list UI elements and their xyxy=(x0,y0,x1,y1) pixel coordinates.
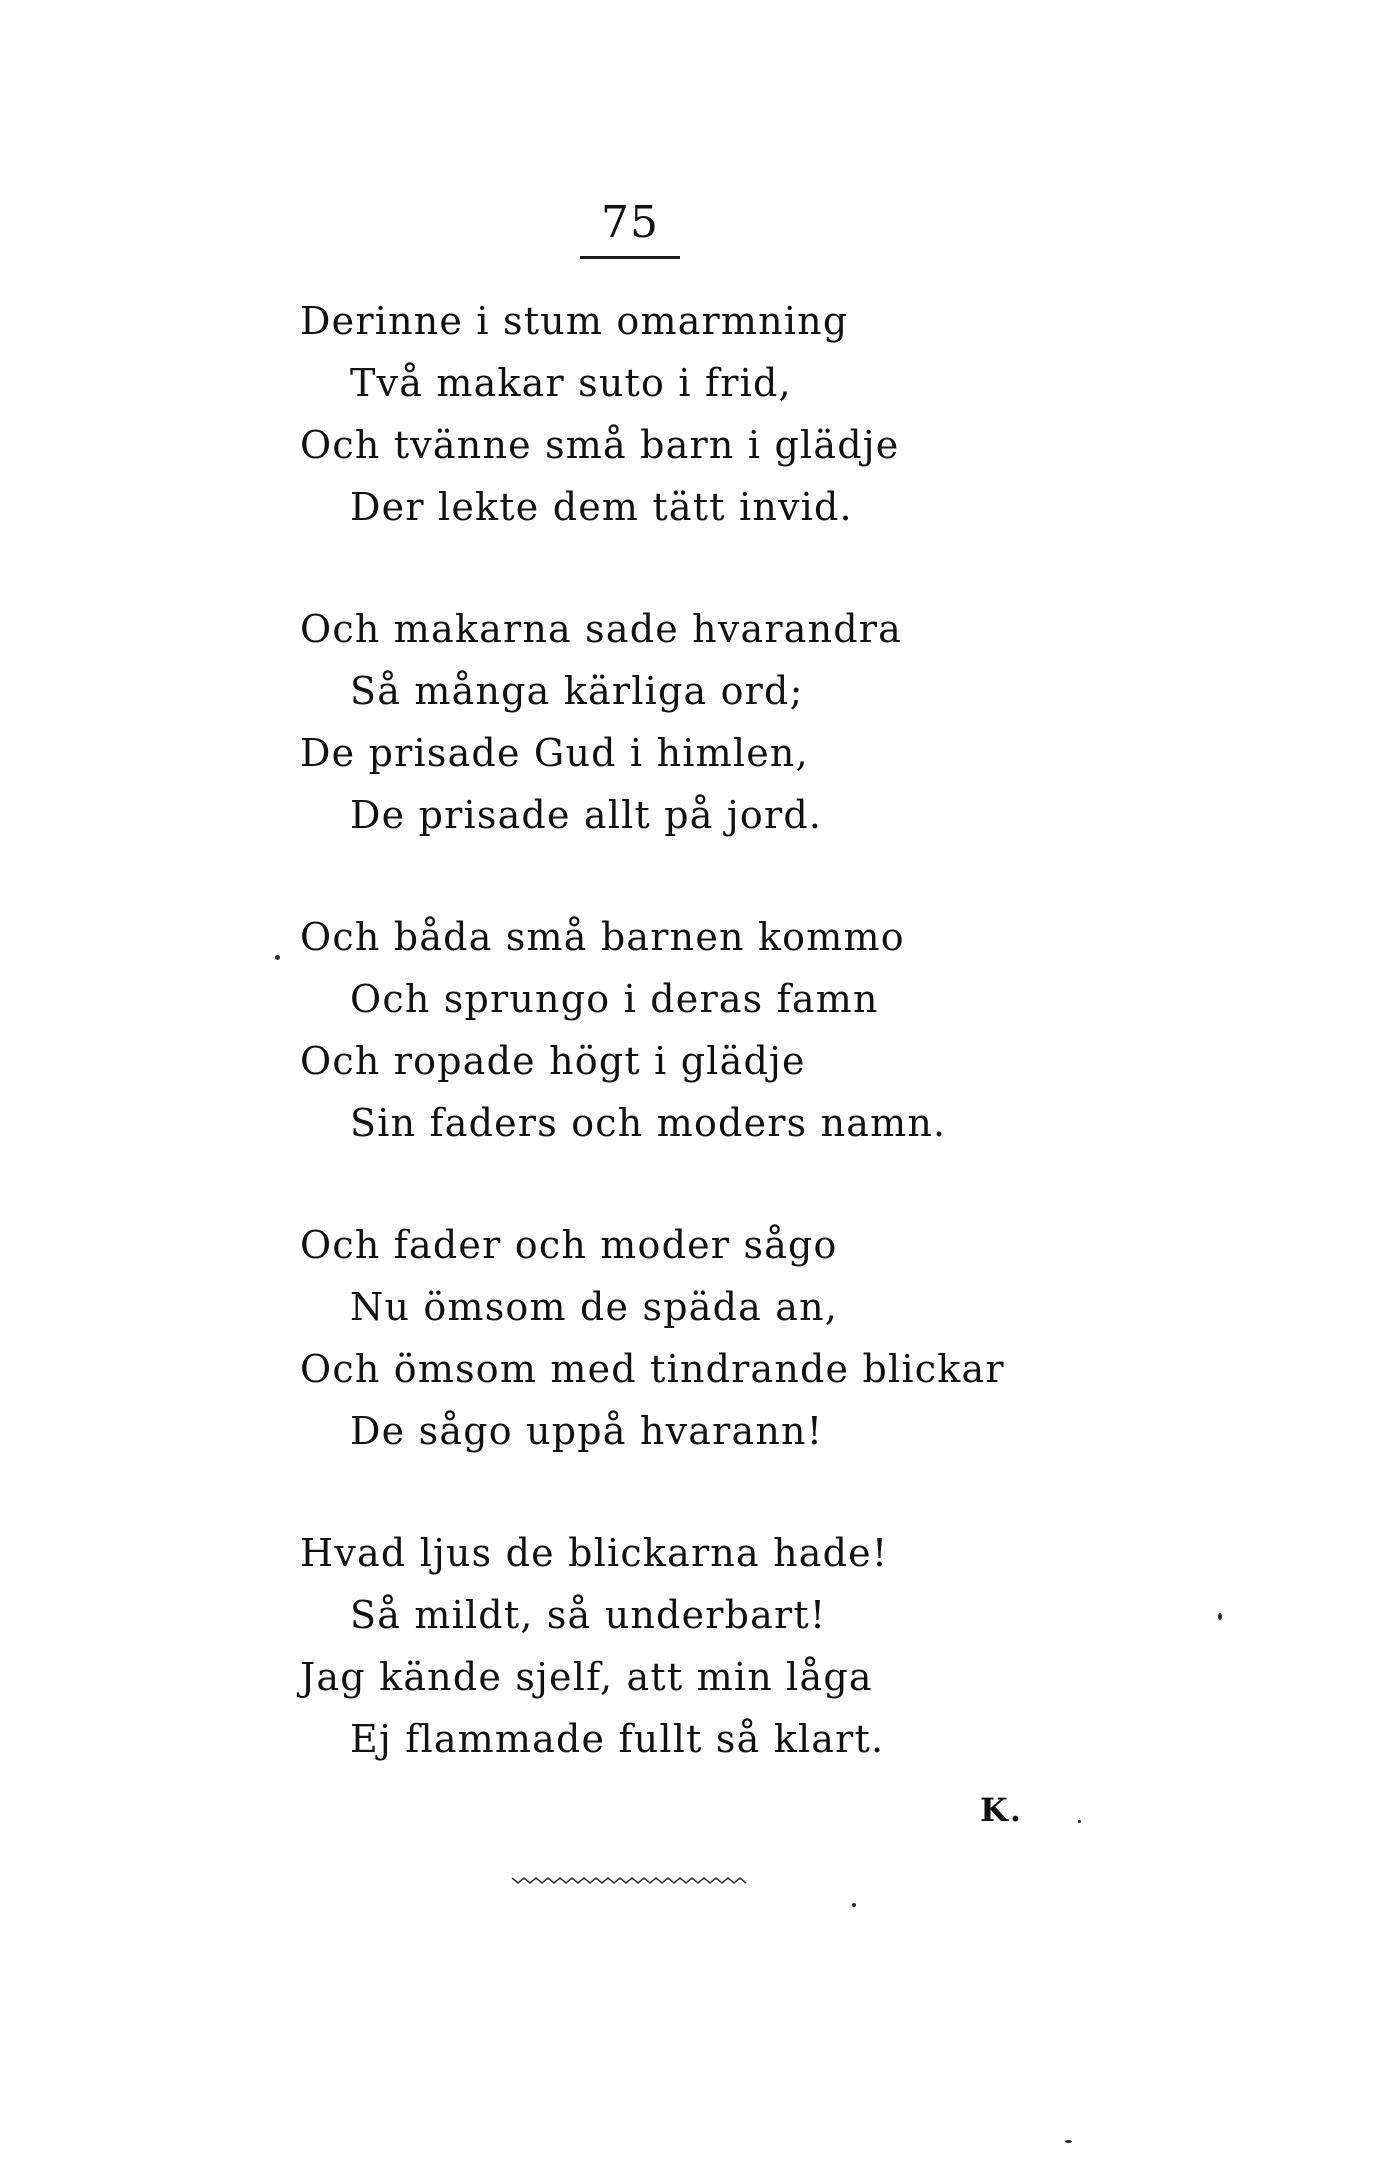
poem-line: Och tvänne små barn i glädje xyxy=(300,423,900,467)
stanza-3 xyxy=(300,906,1300,1154)
poem-line: Der lekte dem tätt invid. xyxy=(350,485,853,529)
poem-line: Så mildt, så underbart! xyxy=(350,1593,827,1637)
scan-speck xyxy=(1078,1820,1081,1823)
poem-line: Nu ömsom de späda an, xyxy=(350,1285,839,1329)
page-number-rule xyxy=(580,256,680,259)
stanza-2 xyxy=(300,598,1300,846)
scan-speck xyxy=(852,1903,856,1907)
poem-line: Jag kände sjelf, att min låga xyxy=(300,1655,873,1699)
scan-speck xyxy=(275,955,280,960)
poem-line: Och ropade högt i glädje xyxy=(300,1039,806,1083)
scan-speck xyxy=(1218,1613,1222,1620)
stanza-5 xyxy=(300,1522,1300,1770)
poem-line: De sågo uppå hvarann! xyxy=(350,1409,824,1453)
poem-line: Så många kärliga ord; xyxy=(350,669,804,713)
stanza-1 xyxy=(300,290,1300,538)
poem-line: Ej flammade fullt så klart. xyxy=(350,1717,885,1761)
poem xyxy=(300,290,1300,1830)
poem-line: Derinne i stum omarmning xyxy=(300,299,849,343)
poem-line: Och makarna sade hvarandra xyxy=(300,607,903,651)
stanza-4 xyxy=(300,1214,1300,1462)
wavy-ornament-divider xyxy=(510,1870,750,1890)
scan-speck xyxy=(1065,2140,1072,2143)
poem-line: Två makar suto i frid, xyxy=(350,361,792,405)
poem-line: Och fader och moder sågo xyxy=(300,1223,838,1267)
poem-line: Hvad ljus de blickarna hade! xyxy=(300,1531,889,1575)
poem-line: De prisade allt på jord. xyxy=(350,793,823,837)
poem-line: Sin faders och moders namn. xyxy=(350,1101,947,1145)
poem-line: Och båda små barnen kommo xyxy=(300,915,905,959)
poem-line: De prisade Gud i himlen, xyxy=(300,731,809,775)
poem-line: Och ömsom med tindrande blickar xyxy=(300,1347,1005,1391)
author-signature: K. xyxy=(980,1791,1023,1829)
poem-line: Och sprungo i deras famn xyxy=(350,977,879,1021)
page-number: 75 xyxy=(601,197,659,248)
